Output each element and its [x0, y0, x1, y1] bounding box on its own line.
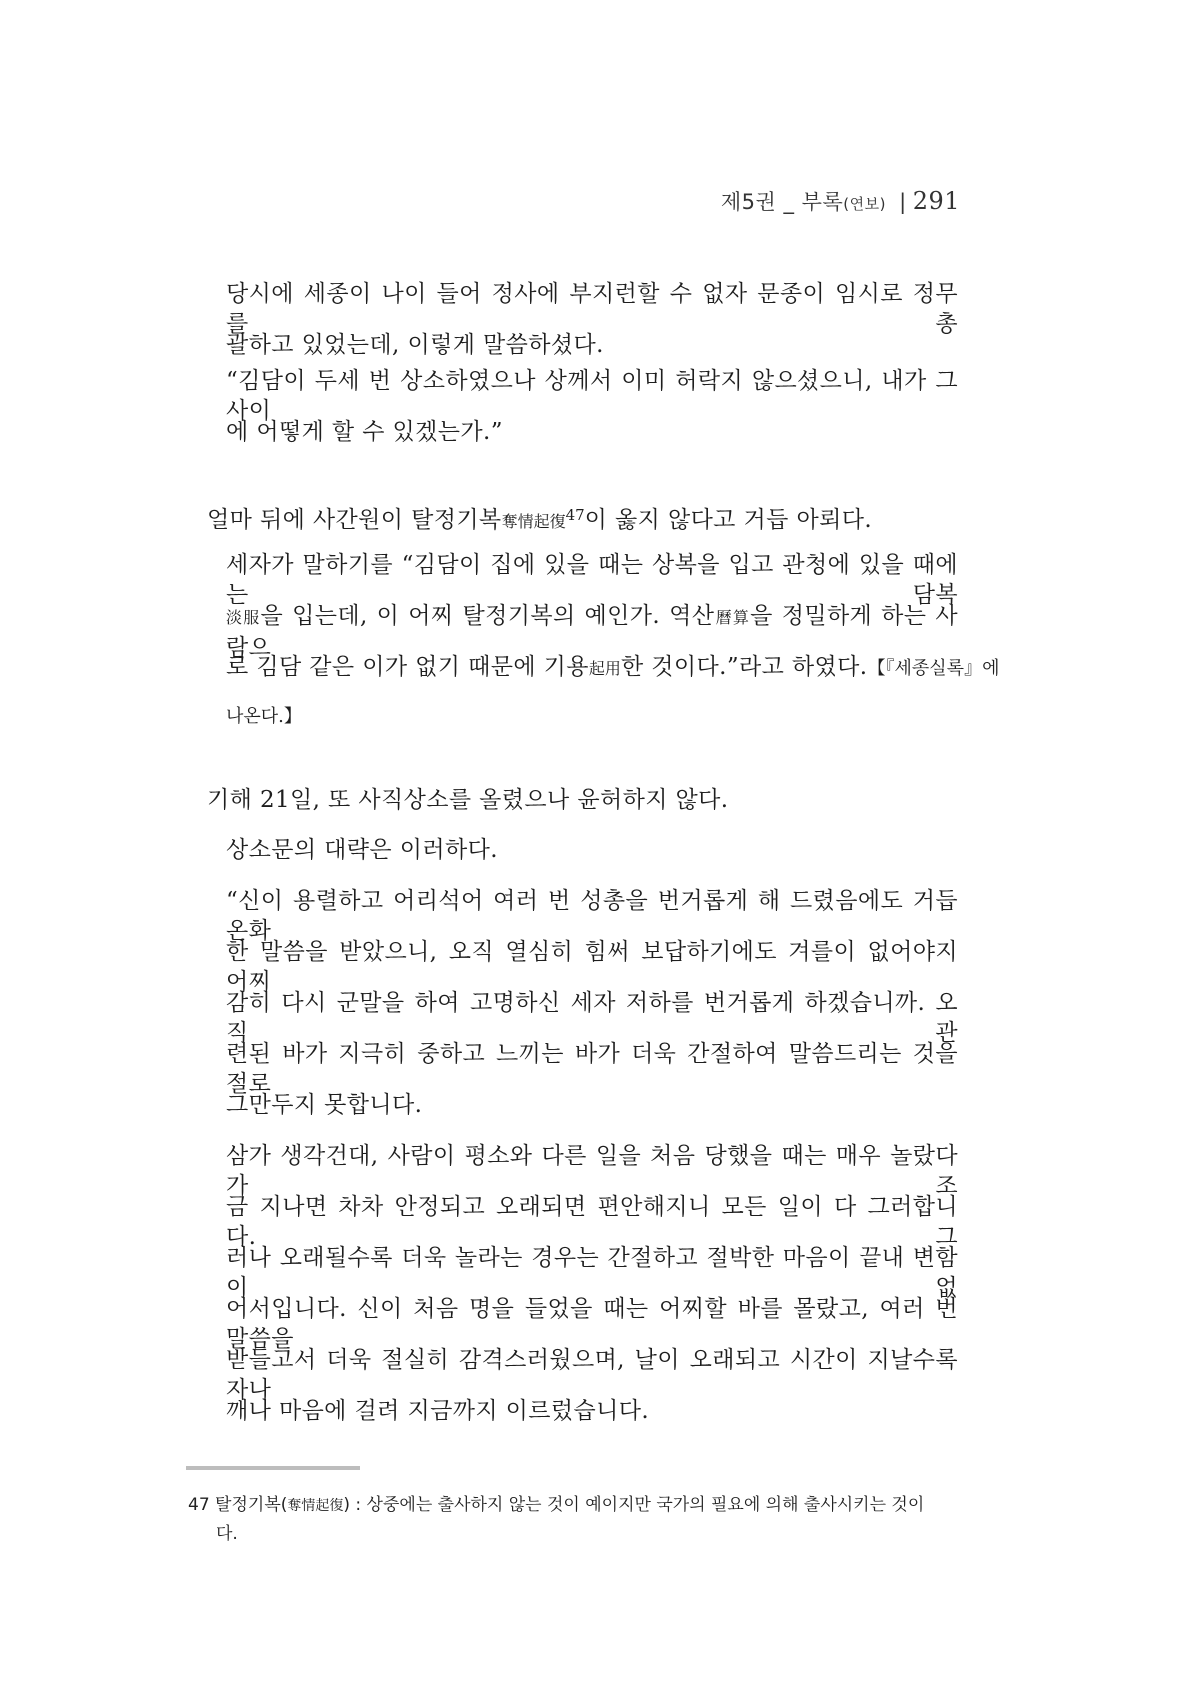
header-divider: | [899, 190, 907, 214]
footnote-term: 탈정기복( [215, 1495, 288, 1515]
hanja-term: 曆算 [714, 608, 751, 627]
quote-line: 삼가 생각건대, 사람이 평소와 다른 일을 처음 당했을 때는 매우 놀랐다가 조 [226, 1143, 958, 1199]
footnote-ref[interactable]: 47 [565, 506, 585, 524]
header-separator: _ [783, 190, 795, 214]
hanja-term: 淡服 [226, 608, 261, 627]
footnote-divider [186, 1466, 360, 1470]
entry-heading: 기해 21일, 또 사직상소를 올렸으나 윤허하지 않다. [207, 787, 729, 813]
header-volume: 제5권 [720, 190, 777, 214]
entry-text: 이 옳지 않다고 거듭 아뢰다. [584, 507, 873, 533]
quote-line: 러나 오래될수록 더욱 놀라는 경우는 간절하고 절박한 마음이 끝내 변함이 없 [226, 1245, 958, 1301]
page-number: 291 [912, 187, 960, 215]
footnote-term: ) [343, 1495, 351, 1515]
quote-line: 깨나 마음에 걸려 지금까지 이르렀습니다. [226, 1398, 650, 1424]
entry-heading [207, 500, 872, 537]
paragraph-line: 세자가 말하기를 “김담이 집에 있을 때는 상복을 입고 관청에 있을 때에는 담복 [226, 552, 958, 608]
footnote [188, 1493, 924, 1518]
quote-line: “김담이 두세 번 상소하였으나 상께서 이미 허락지 않으셨으니, 내가 그 사이 [226, 368, 958, 424]
hanja-term: 奪情起復 [287, 1498, 344, 1514]
running-header [721, 186, 960, 216]
quote-line: 그만두지 못합니다. [226, 1092, 423, 1118]
quote-line: 어서입니다. 신이 처음 명을 들었을 때는 어찌할 바를 몰랐고, 여러 번 말씀을 [226, 1296, 958, 1352]
hanja-term: 奪情起復 [501, 512, 566, 531]
hanja-term: 起用 [588, 659, 621, 678]
paragraph-text: 한 것이다.”라고 하였다. [620, 654, 868, 680]
quote-line: 감히 다시 군말을 하여 고명하신 세자 저하를 번거롭게 하겠습니까. 오직 관 [226, 990, 958, 1046]
quote-line: 금 지나면 차차 안정되고 오래되면 편안해지니 모든 일이 다 그러합니다. 그 [226, 1194, 959, 1250]
paragraph-line: 괄하고 있었는데, 이렇게 말씀하셨다. [226, 332, 604, 358]
footnote-continuation: 다. [216, 1524, 238, 1544]
entry-text: 얼마 뒤에 사간원이 탈정기복 [207, 507, 502, 533]
source-note: 나온다.】 [226, 706, 302, 727]
paragraph-text: 을 입는데, 이 어찌 탈정기복의 예인가. 역산 [260, 603, 715, 629]
paragraph-text: 을 정밀하게 하는 사람으 [226, 603, 958, 661]
footnote-number: 47 [188, 1495, 210, 1515]
header-section-sub: (연보) [843, 195, 886, 213]
source-note: 【『세종실록』에 [867, 658, 1000, 679]
quote-line: 한 말씀을 받았으니, 오직 열심히 힘써 보답하기에도 겨를이 없어야지 어찌 [226, 939, 958, 995]
quote-line: “신이 용렬하고 어리석어 여러 번 성총을 번거롭게 해 드렸음에도 거듭 온화 [226, 888, 958, 944]
paragraph-text: 로 김담 같은 이가 없기 때문에 기용 [226, 654, 589, 680]
footnote-text: : 상중에는 출사하지 않는 것이 예이지만 국가의 필요에 의해 출사시키는 것이 [350, 1495, 925, 1515]
paragraph-line: 당시에 세종이 나이 들어 정사에 부지런할 수 없자 문종이 임시로 정무를 총 [226, 281, 958, 337]
paragraph-line [226, 652, 1000, 684]
paragraph-line: 상소문의 대략은 이러하다. [226, 837, 498, 863]
quote-line: 련된 바가 지극히 중하고 느끼는 바가 더욱 간절하여 말씀드리는 것을 절로 [226, 1041, 958, 1097]
quote-line: 에 어떻게 할 수 있겠는가.” [226, 419, 503, 445]
quote-line: 받들고서 더욱 절실히 감격스러웠으며, 날이 오래되고 시간이 지날수록 자나 [226, 1347, 958, 1403]
header-section: 부록 [801, 190, 844, 214]
